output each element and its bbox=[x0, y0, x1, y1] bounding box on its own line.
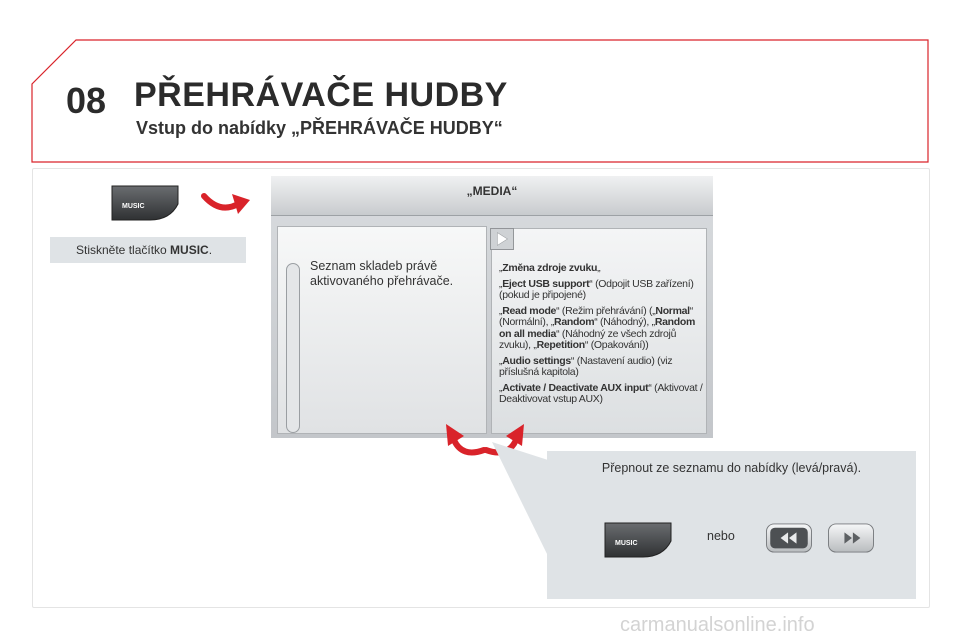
page-title: PŘEHRÁVAČE HUDBY bbox=[134, 76, 508, 114]
callout-text: Přepnout ze seznamu do nabídky (levá/pravá). bbox=[601, 461, 862, 475]
track-list-panel[interactable] bbox=[277, 226, 487, 434]
music-button-icon bbox=[603, 521, 673, 559]
or-label: nebo bbox=[707, 529, 735, 543]
menu-list bbox=[499, 263, 707, 410]
menu-item-read-mode[interactable]: „Read mode“ (Režim přehrávání) („Normal“ (Normální), „Random“ (Náhodný), „Random on all media“ (Náhodný ze všech zdrojů zvuku), „Repetition“ (Opakování)) bbox=[499, 304, 696, 351]
menu-item-audio-settings[interactable]: „Audio settings“ (Nastavení audio) (viz příslušná kapitola) bbox=[499, 354, 673, 378]
page-subtitle: Vstup do nabídky „PŘEHRÁVAČE HUDBY“ bbox=[136, 118, 503, 138]
menu-item-aux-input[interactable]: „Activate / Deactivate AUX input“ (Aktivovat / Deaktivovat vstup AUX) bbox=[499, 381, 703, 405]
menu-item-eject-usb[interactable]: „Eject USB support“ (Odpojit USB zařízení) (pokud je připojené) bbox=[499, 277, 694, 301]
instruction-suffix: . bbox=[208, 243, 213, 257]
forward-icon bbox=[827, 523, 875, 553]
play-icon[interactable] bbox=[490, 228, 514, 250]
music-button-label: MUSIC bbox=[122, 203, 145, 210]
media-screen bbox=[271, 176, 713, 438]
curved-arrow-icon bbox=[200, 184, 254, 218]
chapter-number: 08 bbox=[66, 80, 107, 121]
callout-box bbox=[547, 451, 916, 599]
rewind-icon bbox=[765, 523, 813, 553]
scrollbar[interactable] bbox=[286, 263, 300, 433]
callout-pointer bbox=[490, 440, 550, 560]
instruction-box bbox=[50, 237, 246, 263]
track-list-description: Seznam skladeb právě aktivovaného přehrávače. bbox=[310, 259, 454, 288]
screen-header: „MEDIA“ bbox=[271, 176, 713, 216]
music-button-icon bbox=[110, 184, 180, 222]
menu-item-source[interactable]: „Změna zdroje zvuku„ bbox=[499, 262, 601, 274]
menu-panel[interactable] bbox=[491, 228, 707, 434]
music-button-label: MUSIC bbox=[615, 540, 638, 547]
watermark: carmanualsonline.info bbox=[620, 614, 815, 636]
instruction-key: MUSIC bbox=[170, 243, 209, 257]
instruction-text: Stiskněte tlačítko bbox=[76, 243, 171, 257]
